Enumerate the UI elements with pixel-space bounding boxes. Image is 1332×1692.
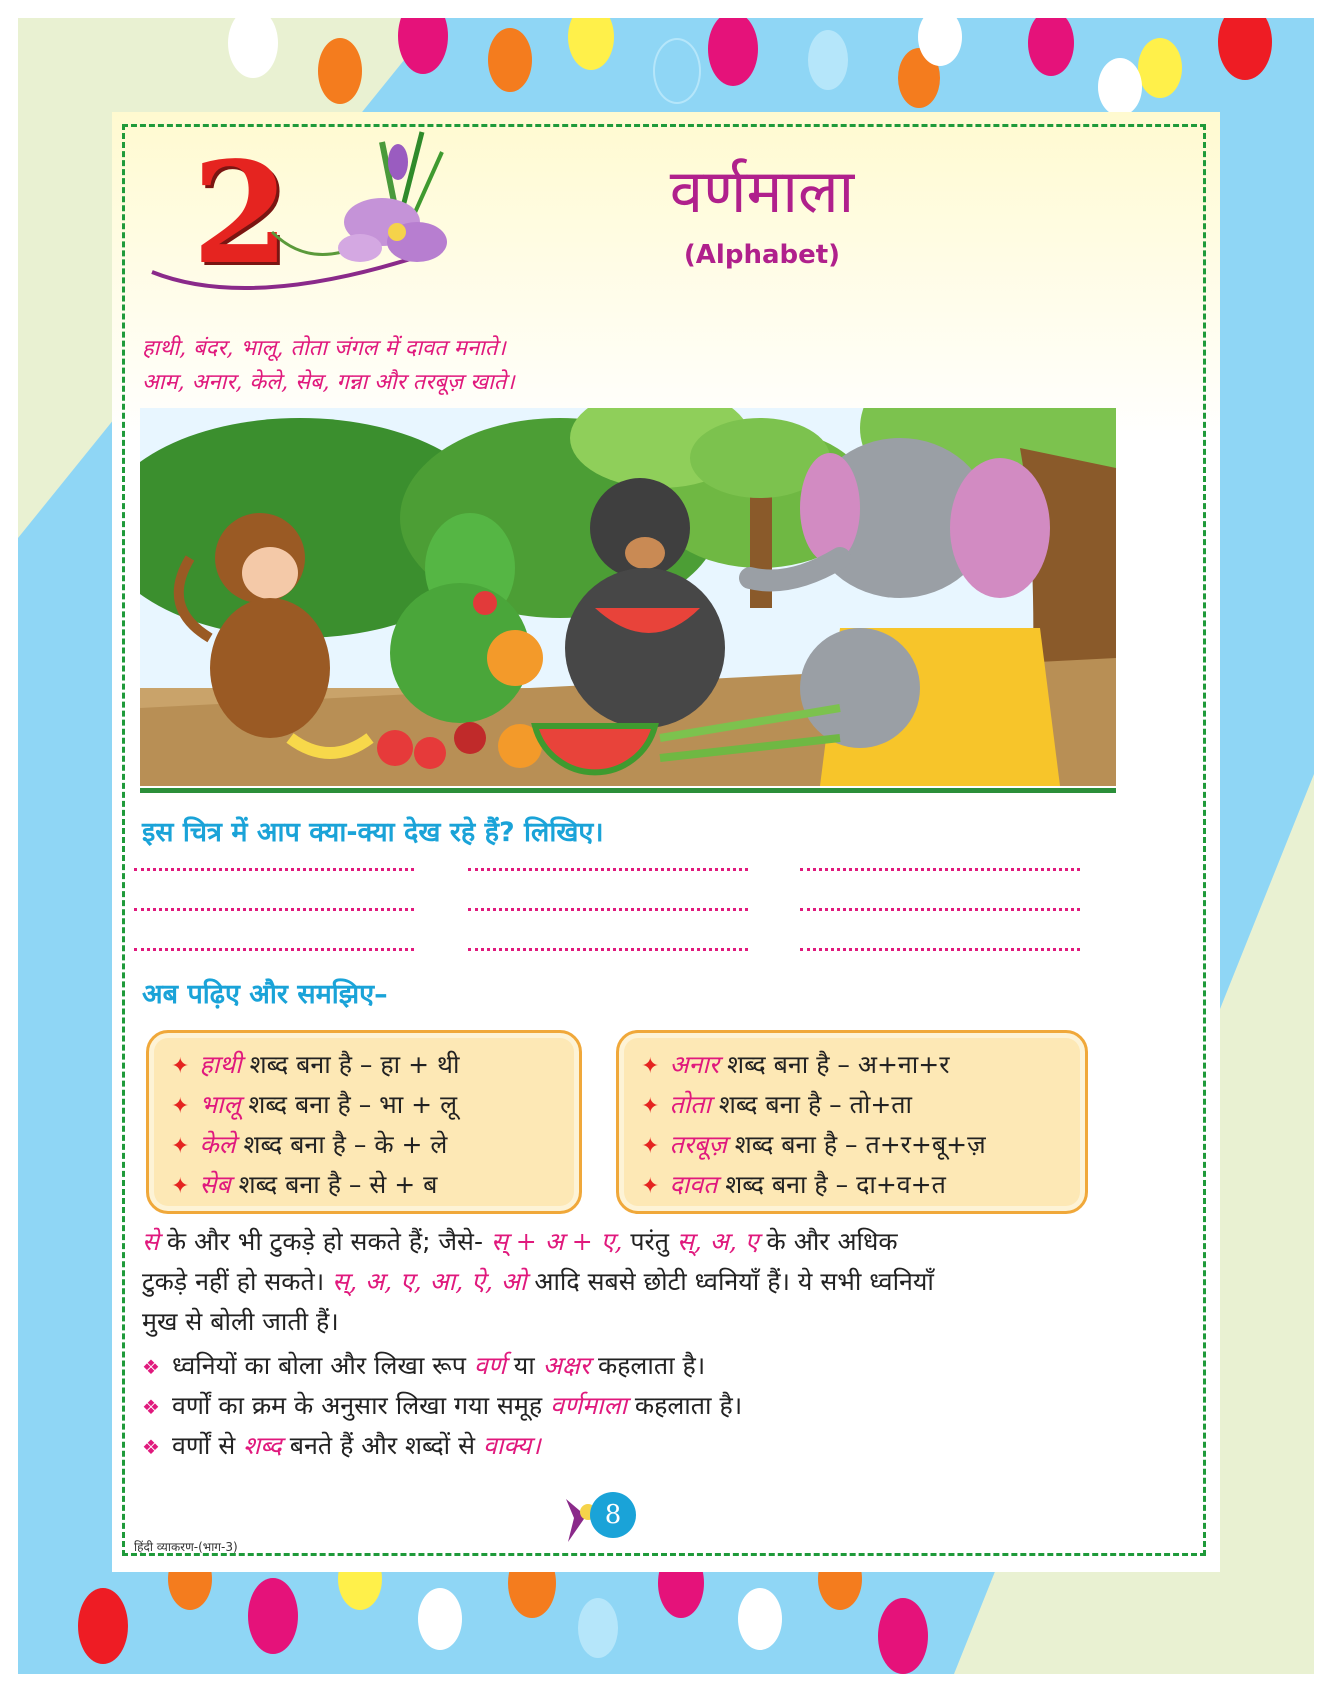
answer-line[interactable] bbox=[800, 944, 1080, 951]
animal-feast-illustration bbox=[140, 408, 1116, 786]
answer-line[interactable] bbox=[800, 904, 1080, 911]
diamond-bullet-icon: ❖ bbox=[142, 1435, 160, 1459]
bullet-item: ❖ ध्वनियों का बोला और लिखा रूप वर्ण या अक्षर कहलाता है। bbox=[142, 1351, 706, 1380]
book-title: हिंदी व्याकरण-(भाग-3) bbox=[134, 1540, 238, 1554]
chapter-subtitle: (Alphabet) bbox=[683, 240, 841, 270]
poem-line: हाथी, बंदर, भालू, तोता जंगल में दावत मनाते। bbox=[142, 336, 506, 361]
exercise-question: इस चित्र में आप क्या-क्या देख रहे हैं? लिखिए। bbox=[142, 817, 604, 848]
explanation-line: से के और भी टुकड़े हो सकते हैं; जैसे- स् + अ + ए, परंतु स्, अ, ए के और अधिक bbox=[142, 1227, 898, 1256]
content-page bbox=[112, 112, 1220, 1572]
diamond-bullet-icon: ❖ bbox=[142, 1355, 160, 1379]
breakdown-row: ✦ दावत शब्द बना है – दा+व+त bbox=[641, 1170, 946, 1199]
breakdown-row: ✦ तोता शब्द बना है – तो+ता bbox=[641, 1090, 913, 1119]
star-icon: ✦ bbox=[171, 1054, 190, 1079]
answer-line[interactable] bbox=[134, 904, 414, 911]
star-icon: ✦ bbox=[641, 1054, 660, 1079]
breakdown-row: ✦ हाथी शब्द बना है – हा + थी bbox=[171, 1050, 460, 1079]
breakdown-row: ✦ अनार शब्द बना है – अ+ना+र bbox=[641, 1050, 950, 1079]
chapter-title: वर्णमाला bbox=[669, 157, 855, 227]
star-icon: ✦ bbox=[171, 1174, 190, 1199]
breakdown-row: ✦ भालू शब्द बना है – भा + लू bbox=[171, 1090, 458, 1119]
answer-line[interactable] bbox=[468, 864, 748, 871]
answer-line[interactable] bbox=[468, 904, 748, 911]
chapter-number: 2 bbox=[192, 132, 290, 296]
star-icon: ✦ bbox=[641, 1134, 660, 1159]
star-icon: ✦ bbox=[641, 1094, 660, 1119]
star-icon: ✦ bbox=[171, 1094, 190, 1119]
explanation-paragraph bbox=[142, 1222, 1142, 1342]
poem bbox=[142, 332, 515, 400]
breakdown-row: ✦ तरबूज़ शब्द बना है – त+र+बू+ज़ bbox=[641, 1130, 986, 1159]
star-icon: ✦ bbox=[641, 1174, 660, 1199]
section-heading: अब पढ़िए और समझिए– bbox=[142, 979, 388, 1010]
flower-icon bbox=[132, 122, 462, 322]
breakdown-row: ✦ सेब शब्द बना है – से + ब bbox=[171, 1170, 438, 1199]
poem-line: आम, अनार, केले, सेब, गन्ना और तरबूज़ खाते। bbox=[142, 370, 515, 395]
bullet-item: ❖ वर्णों से शब्द बनते हैं और शब्दों से वाक्य। bbox=[142, 1431, 541, 1460]
answer-line[interactable] bbox=[134, 864, 414, 871]
explanation-line: मुख से बोली जाती हैं। bbox=[142, 1307, 339, 1336]
bullet-item: ❖ वर्णों का क्रम के अनुसार लिखा गया समूह वर्णमाला कहलाता है। bbox=[142, 1391, 743, 1420]
star-icon: ✦ bbox=[171, 1134, 190, 1159]
word-breakdown-box-left bbox=[146, 1030, 582, 1214]
page-number: 8 bbox=[590, 1492, 636, 1538]
answer-line[interactable] bbox=[134, 944, 414, 951]
diamond-bullet-icon: ❖ bbox=[142, 1395, 160, 1419]
answer-line[interactable] bbox=[800, 864, 1080, 871]
breakdown-row: ✦ केले शब्द बना है – के + ले bbox=[171, 1130, 448, 1159]
word-breakdown-box-right bbox=[616, 1030, 1088, 1214]
answer-line[interactable] bbox=[468, 944, 748, 951]
divider bbox=[140, 788, 1116, 793]
explanation-line: टुकड़े नहीं हो सकते। स्, अ, ए, आ, ऐ, ओ आदि सबसे छोटी ध्वनियाँ हैं। ये सभी ध्वनियाँ bbox=[142, 1267, 934, 1296]
